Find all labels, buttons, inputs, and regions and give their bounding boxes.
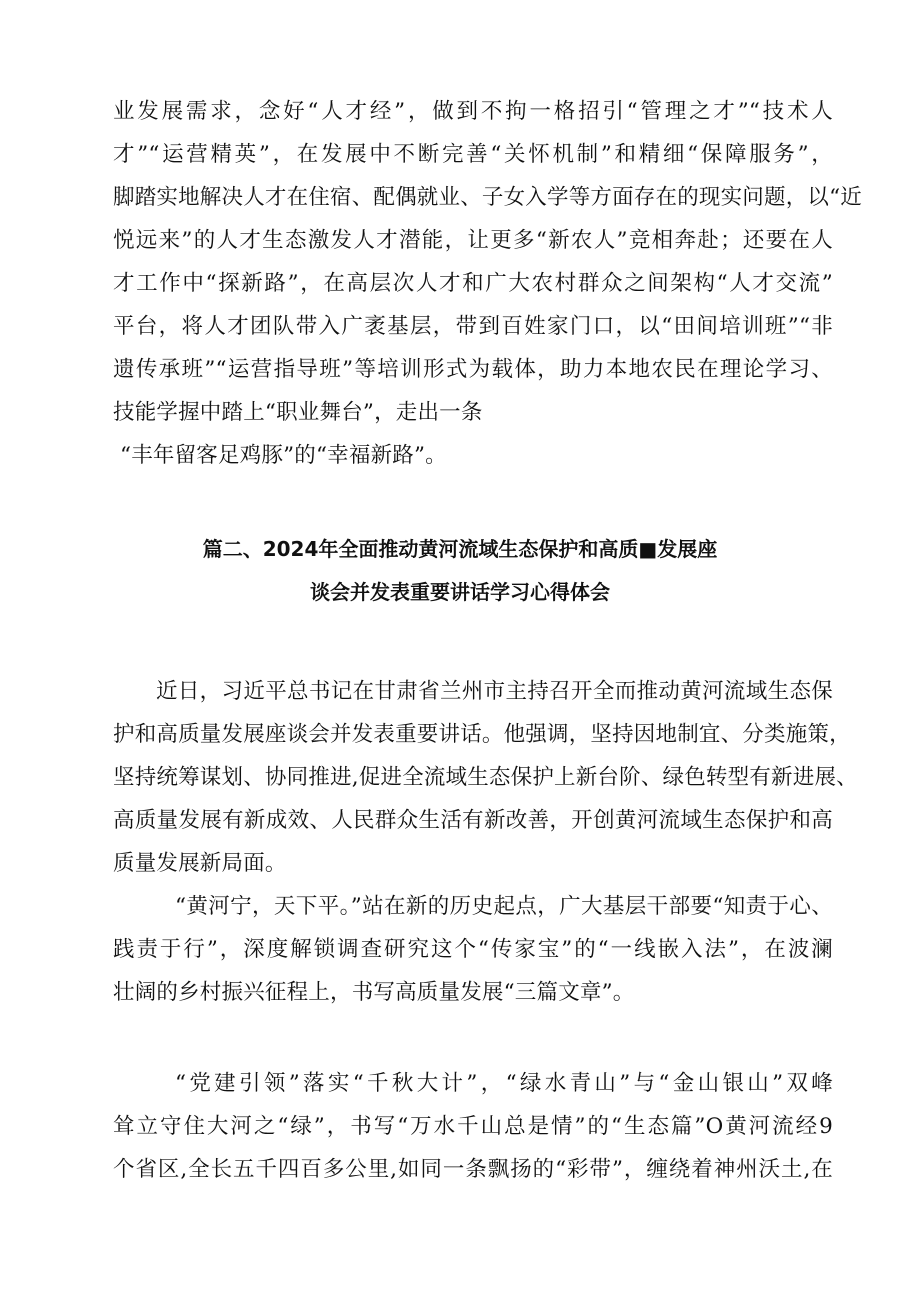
paragraph-first-line: “黄河宁，天下平。”站在新的历史起点，广大基层干部要“知责于心、 xyxy=(175,894,833,919)
body-text-line: 个省区,全长五千四百多公里,如同一条飘扬的“彩带”，缠绕着神州沃土,在 xyxy=(113,1157,833,1182)
body-text-line: 护和高质量发展座谈会并发表重要讲话。他强调，坚持因地制宜、分类施策， xyxy=(113,722,851,747)
body-text-line: 高质量发展有新成效、人民群众生活有新改善，开创黄河流域生态保护和高 xyxy=(113,808,833,833)
body-text-line: 脚踏实地解决人才在住宿、配偶就业、子女入学等方面存在的现实问题，以“近 xyxy=(113,185,862,210)
body-text-line: 遗传承班”“运营指导班”等培训形式为载体，助力本地农民在理论学习、 xyxy=(113,357,833,382)
paragraph-first-line: 近日，习近平总书记在甘肃省兰州市主持召开全而推动黄河流域生态保 xyxy=(156,679,833,704)
paragraph-first-line: “党建引领”落实“千秋大计”，“绿水青山”与“金山银山”双峰 xyxy=(175,1071,833,1096)
body-text-line: 践责于行”，深度解锁调查研究这个“传家宝”的“一线嵌入法”，在波澜 xyxy=(113,937,833,962)
body-text-line: “丰年留客足鸡豚”的“幸福新路”。 xyxy=(120,443,447,468)
body-text-line: 平台，将人才团队带入广袤基层，带到百姓家门口，以“田间培训班”“非 xyxy=(113,314,833,339)
body-text-line: 才”“运营精英”，在发展中不断完善“关怀机制”和精细“保障服务”， xyxy=(113,142,833,167)
body-text-line: 壮阔的乡村振兴征程上，书写高质量发展“三篇文章”。 xyxy=(113,980,635,1005)
body-text-line: 技能学握中踏上“职业舞台”，走出一条 xyxy=(113,400,483,425)
body-text-line: 悦远来”的人才生态激发人才潜能，让更多“新农人”竞相奔赴；还要在人 xyxy=(113,228,833,253)
body-text-line: 坚持统筹谋划、协同推进,促进全流域生态保护上新台阶、绿色转型有新进展、 xyxy=(113,765,858,790)
body-text-line: 耸立守住大河之“绿”，书写“万水千山总是情”的“生态篇”O黄河流经9 xyxy=(113,1114,833,1139)
body-text-line: 业发展需求，念好“人才经”，做到不拘一格招引“管理之才”“技术人 xyxy=(113,99,833,124)
section-title-line-2: 谈会并发表重要讲话学习心得体会 xyxy=(310,580,610,604)
section-title-line-1: 篇二、2024年全面推动黄河流域生态保护和高质■发展座 xyxy=(202,537,718,561)
body-text-line: 才工作中“探新路”，在高层次人才和广大农村群众之间架构“人才交流” xyxy=(113,271,833,296)
body-text-line: 质量发展新局面。 xyxy=(113,851,287,876)
